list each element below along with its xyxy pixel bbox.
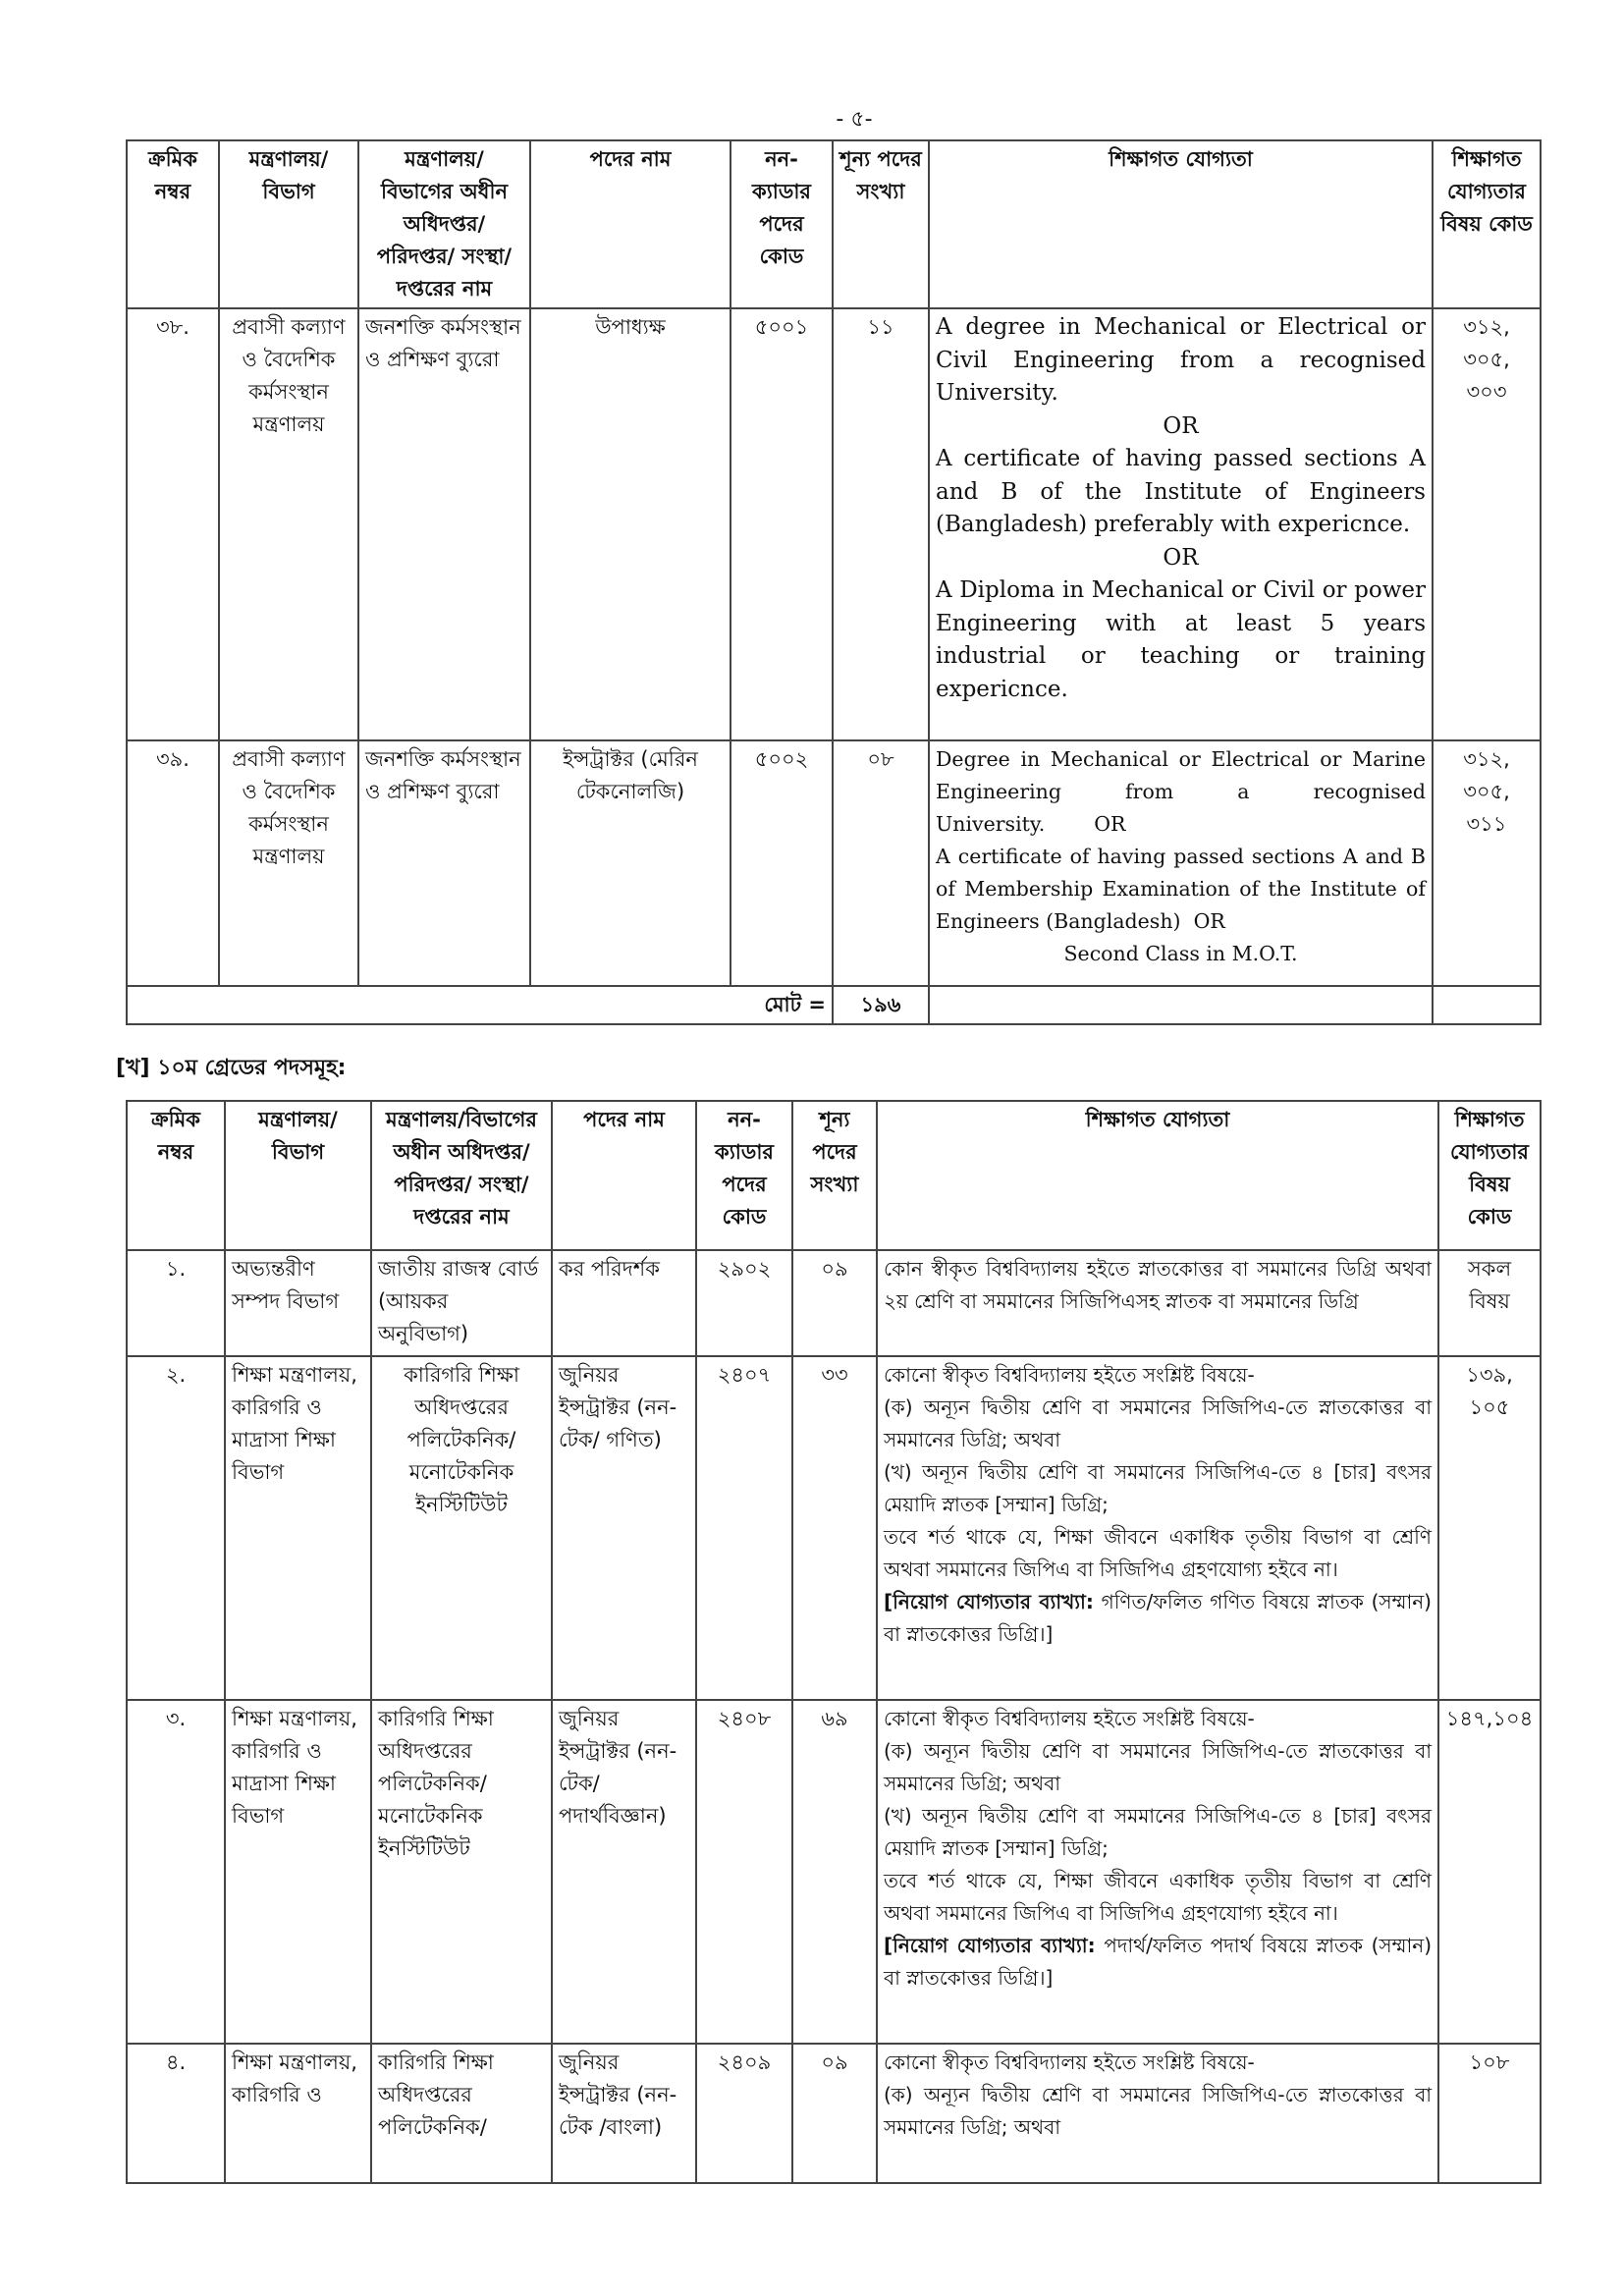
cell-department: কারিগরি শিক্ষা অধিদপ্তরের পলিটেকনিক/ xyxy=(371,2044,552,2183)
cell-post-name: ইন্সট্রাক্টর (মেরিন টেকনোলজি) xyxy=(530,740,731,986)
header-qualification: শিক্ষাগত যোগ্যতা xyxy=(877,1101,1438,1250)
cell-serial: ৪. xyxy=(127,2044,225,2183)
cell-vacancies: ৩৩ xyxy=(792,1356,877,1700)
cell-serial: ৩৯. xyxy=(127,740,219,986)
cell-qualification xyxy=(929,308,1433,740)
cell-post-code: ৫০০২ xyxy=(731,740,833,986)
posts-table-10th-grade xyxy=(126,1100,1542,2184)
cell-department: জনশক্তি কর্মসংস্থান ও প্রশিক্ষণ ব্যুরো xyxy=(358,740,530,986)
header-serial: ক্রমিক নম্বর xyxy=(127,140,219,308)
header-vacancies: শূন্য পদের সংখ্যা xyxy=(792,1101,877,1250)
empty-cell xyxy=(1433,986,1541,1024)
header-subject-code: শিক্ষাগত যোগ্যতার বিষয় কোড xyxy=(1438,1101,1541,1250)
cell-vacancies: ০৯ xyxy=(792,1250,877,1356)
table-row xyxy=(127,1250,1541,1356)
cell-vacancies: ৬৯ xyxy=(792,1700,877,2044)
qualification-option-2: A certificate of having passed sections A and B of Membership Examination of the Institute of Engineers (Bangladesh) xyxy=(936,845,1426,933)
cell-vacancies: ০৮ xyxy=(833,740,929,986)
or-separator: OR xyxy=(1163,544,1199,571)
cell-vacancies: ১১ xyxy=(833,308,929,740)
cell-ministry: শিক্ষা মন্ত্রণালয়, কারিগরি ও মাদ্রাসা শিক্ষা বিভাগ xyxy=(225,1356,371,1700)
or-separator: OR xyxy=(1163,412,1199,439)
header-serial: ক্রমিক নম্বর xyxy=(127,1101,225,1250)
cell-qualification: কোনো স্বীকৃত বিশ্ববিদ্যালয় হইতে সংশ্লিষ্ট বিষয়ে- (ক) অন্যূন দ্বিতীয় শ্রেণি বা সমমানের সিজিপিএ-তে স্নাতকোত্তর বা সমমানের ডিগ্রি; অথবা (খ) অন্যূন দ্বিতীয় শ্রেণি বা সমমানের সিজিপিএ-তে ৪ [চার] বৎসর মেয়াদি স্নাতক [সম্মান] ডিগ্রি; তবে শর্ত থাকে যে, শিক্ষা জীবনে একাধিক তৃতীয় বিভাগ বা শ্রেণি অথবা সমমানের জিপিএ বা সিজিপিএ গ্রহণযোগ্য হইবে না। [নিয়োগ যোগ্যতার ব্যাখ্যা: পদার্থ/ফলিত পদার্থ বিষয়ে স্নাতক (সম্মান) বা স্নাতকোত্তর ডিগ্রি।] xyxy=(877,1700,1438,2044)
table-row xyxy=(127,308,1541,740)
cell-post-code: ২৪০৯ xyxy=(696,2044,792,2183)
cell-post-name: জুনিয়র ইন্সট্রাক্টর (নন-টেক /বাংলা) xyxy=(552,2044,696,2183)
table-row xyxy=(127,1356,1541,1700)
cell-department: জাতীয় রাজস্ব বোর্ড (আয়কর অনুবিভাগ) xyxy=(371,1250,552,1356)
section-heading-10th-grade: [খ] ১০ম গ্রেডের পদসমূহ: xyxy=(116,1056,347,1080)
cell-post-code: ২৪০৮ xyxy=(696,1700,792,2044)
cell-post-name: জুনিয়র ইন্সট্রাক্টর (নন-টেক/ গণিত) xyxy=(552,1356,696,1700)
posts-table-9th-grade xyxy=(126,139,1542,1025)
cell-subject-code: ১৪৭,১০৪ xyxy=(1438,1700,1541,2044)
header-post-code: নন-ক্যাডার পদের কোড xyxy=(731,140,833,308)
cell-post-name: কর পরিদর্শক xyxy=(552,1250,696,1356)
cell-post-code: ২৯০২ xyxy=(696,1250,792,1356)
cell-department: কারিগরি শিক্ষা অধিদপ্তরের পলিটেকনিক/ মনোটেকনিক ইনস্টিটিউট xyxy=(371,1356,552,1700)
explanation-label: [নিয়োগ যোগ্যতার ব্যাখ্যা: xyxy=(884,1934,1096,1957)
cell-qualification: কোন স্বীকৃত বিশ্ববিদ্যালয় হইতে স্নাতকোত্তর বা সমমানের ডিগ্রি অথবা ২য় শ্রেণি বা সমমানের সিজিপিএসহ স্নাতক বা সমমানের ডিগ্রি xyxy=(877,1250,1438,1356)
cell-subject-code: সকল বিষয় xyxy=(1438,1250,1541,1356)
header-subject-code: শিক্ষাগত যোগ্যতার বিষয় কোড xyxy=(1433,140,1541,308)
qualification-option-1: A degree in Mechanical or Electrical or Civil Engineering from a recognised University. xyxy=(936,314,1426,406)
cell-subject-code: ১০৮ xyxy=(1438,2044,1541,2183)
table-header-row xyxy=(127,1101,1541,1250)
header-post-code: নন-ক্যাডার পদের কোড xyxy=(696,1101,792,1250)
cell-subject-code: ৩১২, ৩০৫, ৩০৩ xyxy=(1433,308,1541,740)
cell-post-code: ৫০০১ xyxy=(731,308,833,740)
cell-serial: ৩৮. xyxy=(127,308,219,740)
cell-serial: ২. xyxy=(127,1356,225,1700)
table-row xyxy=(127,2044,1541,2183)
header-department: মন্ত্রণালয়/বিভাগের অধীন অধিদপ্তর/ পরিদপ্তর/ সংস্থা/ দপ্তরের নাম xyxy=(371,1101,552,1250)
explanation-label: [নিয়োগ যোগ্যতার ব্যাখ্যা: xyxy=(884,1590,1094,1613)
cell-ministry: শিক্ষা মন্ত্রণালয়, কারিগরি ও মাদ্রাসা শিক্ষা বিভাগ xyxy=(225,1700,371,2044)
or-separator: OR xyxy=(1094,812,1126,836)
cell-subject-code: ১৩৯, ১০৫ xyxy=(1438,1356,1541,1700)
cell-qualification: কোনো স্বীকৃত বিশ্ববিদ্যালয় হইতে সংশ্লিষ্ট বিষয়ে- (ক) অন্যূন দ্বিতীয় শ্রেণি বা সমমানের সিজিপিএ-তে স্নাতকোত্তর বা সমমানের ডিগ্রি; অথবা xyxy=(877,2044,1438,2183)
cell-ministry: প্রবাসী কল্যাণ ও বৈদেশিক কর্মসংস্থান মন্ত্রণালয় xyxy=(219,740,358,986)
header-ministry: মন্ত্রণালয়/ বিভাগ xyxy=(219,140,358,308)
header-ministry: মন্ত্রণালয়/ বিভাগ xyxy=(225,1101,371,1250)
header-post-name: পদের নাম xyxy=(530,140,731,308)
header-post-name: পদের নাম xyxy=(552,1101,696,1250)
cell-vacancies: ০৯ xyxy=(792,2044,877,2183)
total-label: মোট = xyxy=(127,986,833,1024)
cell-ministry: প্রবাসী কল্যাণ ও বৈদেশিক কর্মসংস্থান মন্ত্রণালয় xyxy=(219,308,358,740)
cell-post-code: ২৪০৭ xyxy=(696,1356,792,1700)
header-vacancies: শূন্য পদের সংখ্যা xyxy=(833,140,929,308)
cell-department: জনশক্তি কর্মসংস্থান ও প্রশিক্ষণ ব্যুরো xyxy=(358,308,530,740)
header-qualification: শিক্ষাগত যোগ্যতা xyxy=(929,140,1433,308)
qualification-option-1: Degree in Mechanical or Electrical or Marine Engineering from a recognised University. xyxy=(936,747,1426,836)
cell-qualification: কোনো স্বীকৃত বিশ্ববিদ্যালয় হইতে সংশ্লিষ্ট বিষয়ে- (ক) অন্যূন দ্বিতীয় শ্রেণি বা সমমানের সিজিপিএ-তে স্নাতকোত্তর বা সমমানের ডিগ্রি; অথবা (খ) অন্যূন দ্বিতীয় শ্রেণি বা সমমানের সিজিপিএ-তে ৪ [চার] বৎসর মেয়াদি স্নাতক [সম্মান] ডিগ্রি; তবে শর্ত থাকে যে, শিক্ষা জীবনে একাধিক তৃতীয় বিভাগ বা শ্রেণি অথবা সমমানের জিপিএ বা সিজিপিএ গ্রহণযোগ্য হইবে না। [নিয়োগ যোগ্যতার ব্যাখ্যা: গণিত/ফলিত গণিত বিষয়ে স্নাতক (সম্মান) বা স্নাতকোত্তর ডিগ্রি।] xyxy=(877,1356,1438,1700)
page-number: - ৫- xyxy=(836,107,873,132)
qualification-option-2: A certificate of having passed sections A and B of the Institute of Engineers (Bangladesh) preferably with expericnce. xyxy=(936,446,1426,537)
total-row xyxy=(127,986,1541,1024)
cell-serial: ১. xyxy=(127,1250,225,1356)
table-header-row xyxy=(127,140,1541,308)
table-row xyxy=(127,1700,1541,2044)
or-separator: OR xyxy=(1193,909,1225,933)
table-row xyxy=(127,740,1541,986)
cell-post-name: উপাধ্যক্ষ xyxy=(530,308,731,740)
cell-subject-code: ৩১২, ৩০৫, ৩১১ xyxy=(1433,740,1541,986)
cell-post-name: জুনিয়র ইন্সট্রাক্টর (নন-টেক/ পদার্থবিজ্ঞান) xyxy=(552,1700,696,2044)
qualification-option-3: Second Class in M.O.T. xyxy=(1063,942,1298,965)
cell-qualification xyxy=(929,740,1433,986)
cell-ministry: শিক্ষা মন্ত্রণালয়, কারিগরি ও xyxy=(225,2044,371,2183)
cell-department: কারিগরি শিক্ষা অধিদপ্তরের পলিটেকনিক/ মনোটেকনিক ইনস্টিটিউট xyxy=(371,1700,552,2044)
empty-cell xyxy=(929,986,1433,1024)
total-value: ১৯৬ xyxy=(833,986,929,1024)
header-department: মন্ত্রণালয়/ বিভাগের অধীন অধিদপ্তর/ পরিদপ্তর/ সংস্থা/ দপ্তরের নাম xyxy=(358,140,530,308)
qualification-option-3: A Diploma in Mechanical or Civil or power Engineering with at least 5 years industrial or teaching or training expericnce. xyxy=(936,577,1426,702)
cell-ministry: অভ্যন্তরীণ সম্পদ বিভাগ xyxy=(225,1250,371,1356)
cell-serial: ৩. xyxy=(127,1700,225,2044)
